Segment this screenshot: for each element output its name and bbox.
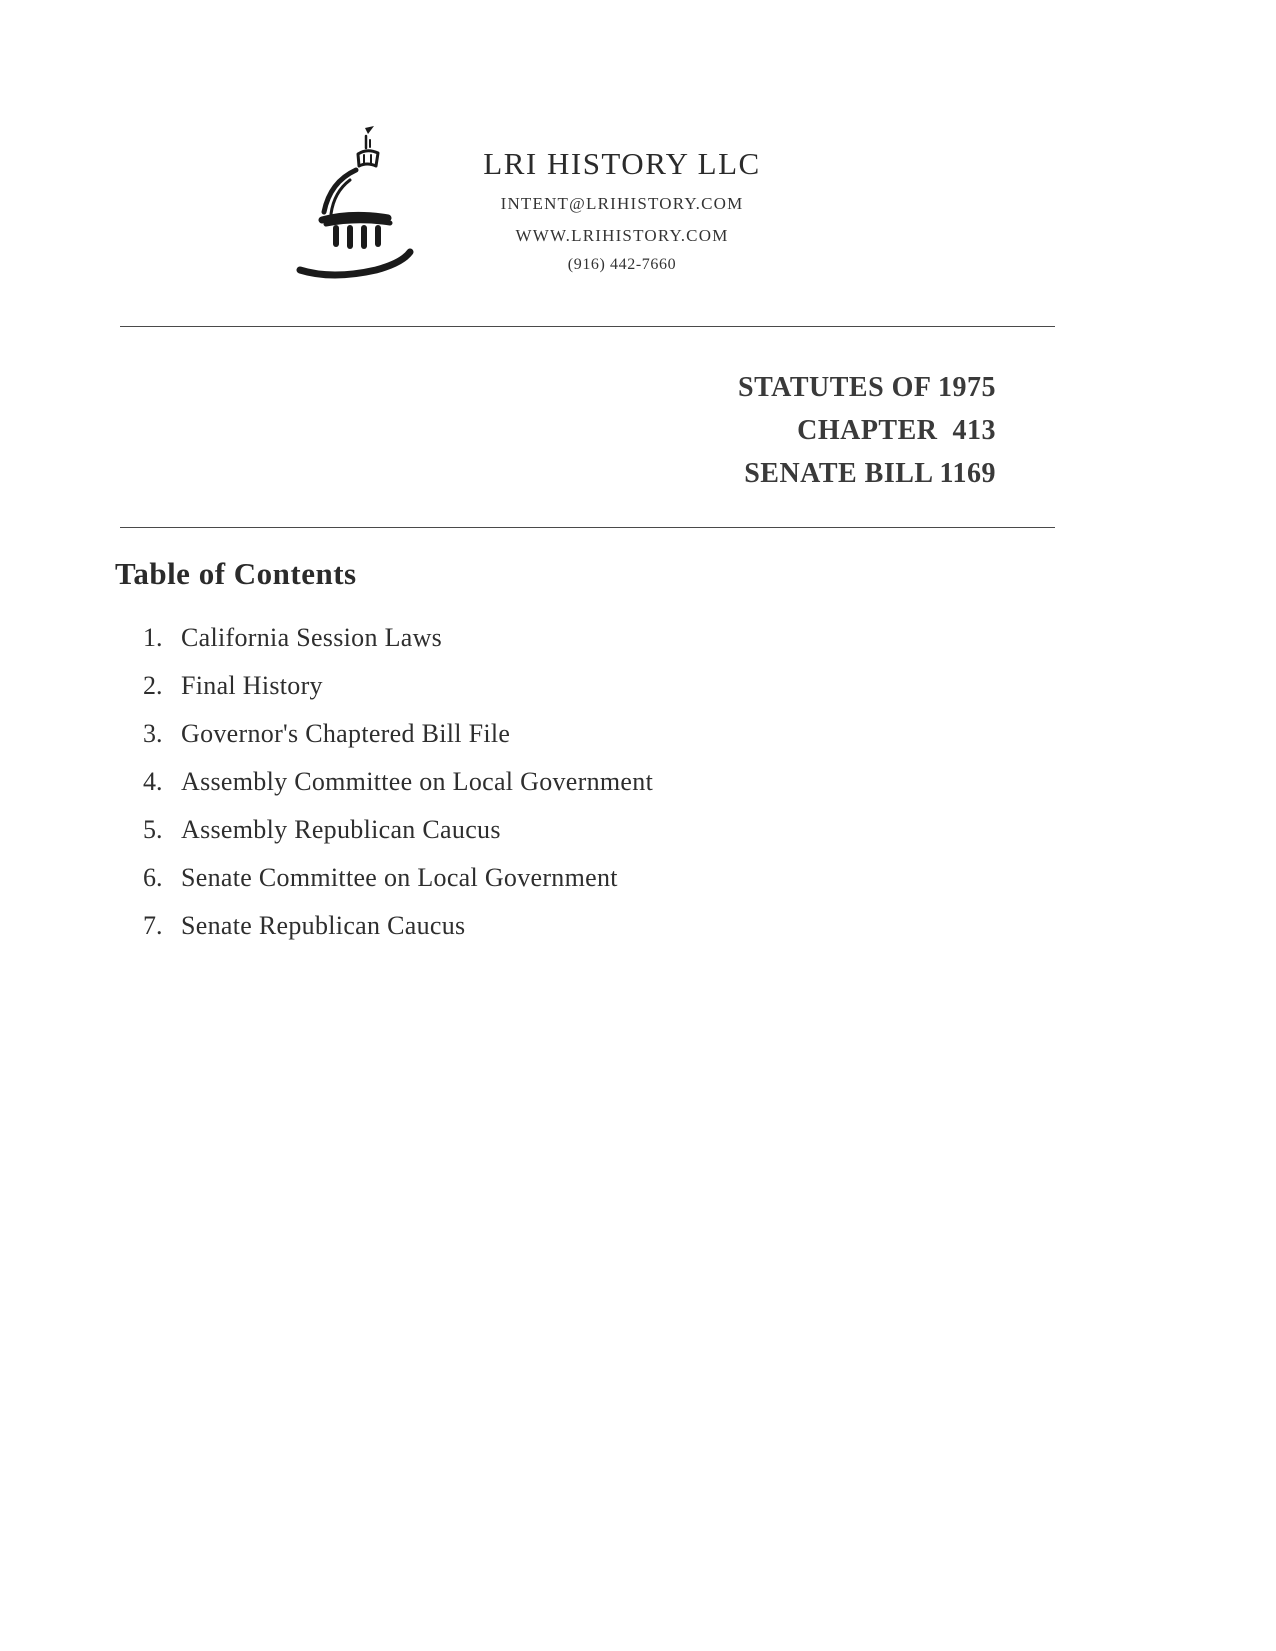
- company-phone: (916) 442-7660: [567, 256, 677, 273]
- company-name: LRI HISTORY LLC: [483, 146, 761, 181]
- company-website: WWW.LRIHISTORY.COM: [515, 226, 729, 245]
- toc-item-number: 3.: [143, 719, 163, 748]
- toc-list: [143, 624, 653, 960]
- toc-item-label: Assembly Republican Caucus: [181, 815, 501, 844]
- company-logo: [292, 120, 442, 290]
- toc-item: [143, 672, 653, 699]
- toc-item-label: Governor's Chaptered Bill File: [181, 719, 511, 748]
- toc-item: [143, 768, 653, 795]
- toc-item-label: Senate Committee on Local Government: [181, 863, 618, 892]
- chapter-line: CHAPTER 413: [797, 415, 996, 446]
- toc-item: [143, 720, 653, 747]
- capitol-dome-icon: [292, 120, 442, 290]
- toc-heading: Table of Contents: [115, 556, 357, 591]
- toc-item-label: Senate Republican Caucus: [181, 911, 466, 940]
- toc-item-number: 7.: [143, 911, 163, 940]
- toc-item-number: 5.: [143, 815, 163, 844]
- divider-bottom: [120, 527, 1055, 528]
- company-contact-block: [482, 120, 762, 274]
- toc-item-number: 4.: [143, 767, 163, 796]
- toc-item: [143, 624, 653, 651]
- toc-item: [143, 912, 653, 939]
- toc-item-number: 1.: [143, 623, 163, 652]
- toc-item: [143, 816, 653, 843]
- title-block: [738, 366, 996, 495]
- toc-item-number: 6.: [143, 863, 163, 892]
- toc-item: [143, 864, 653, 891]
- company-email: INTENT@LRIHISTORY.COM: [500, 194, 744, 213]
- toc-item-number: 2.: [143, 671, 163, 700]
- toc-item-label: Assembly Committee on Local Government: [181, 767, 654, 796]
- toc-item-label: California Session Laws: [181, 623, 443, 652]
- header: [292, 120, 762, 290]
- statutes-line: STATUTES OF 1975: [738, 372, 996, 403]
- senate-bill-line: SENATE BILL 1169: [744, 458, 996, 489]
- divider-top: [120, 326, 1055, 327]
- toc-item-label: Final History: [181, 671, 323, 700]
